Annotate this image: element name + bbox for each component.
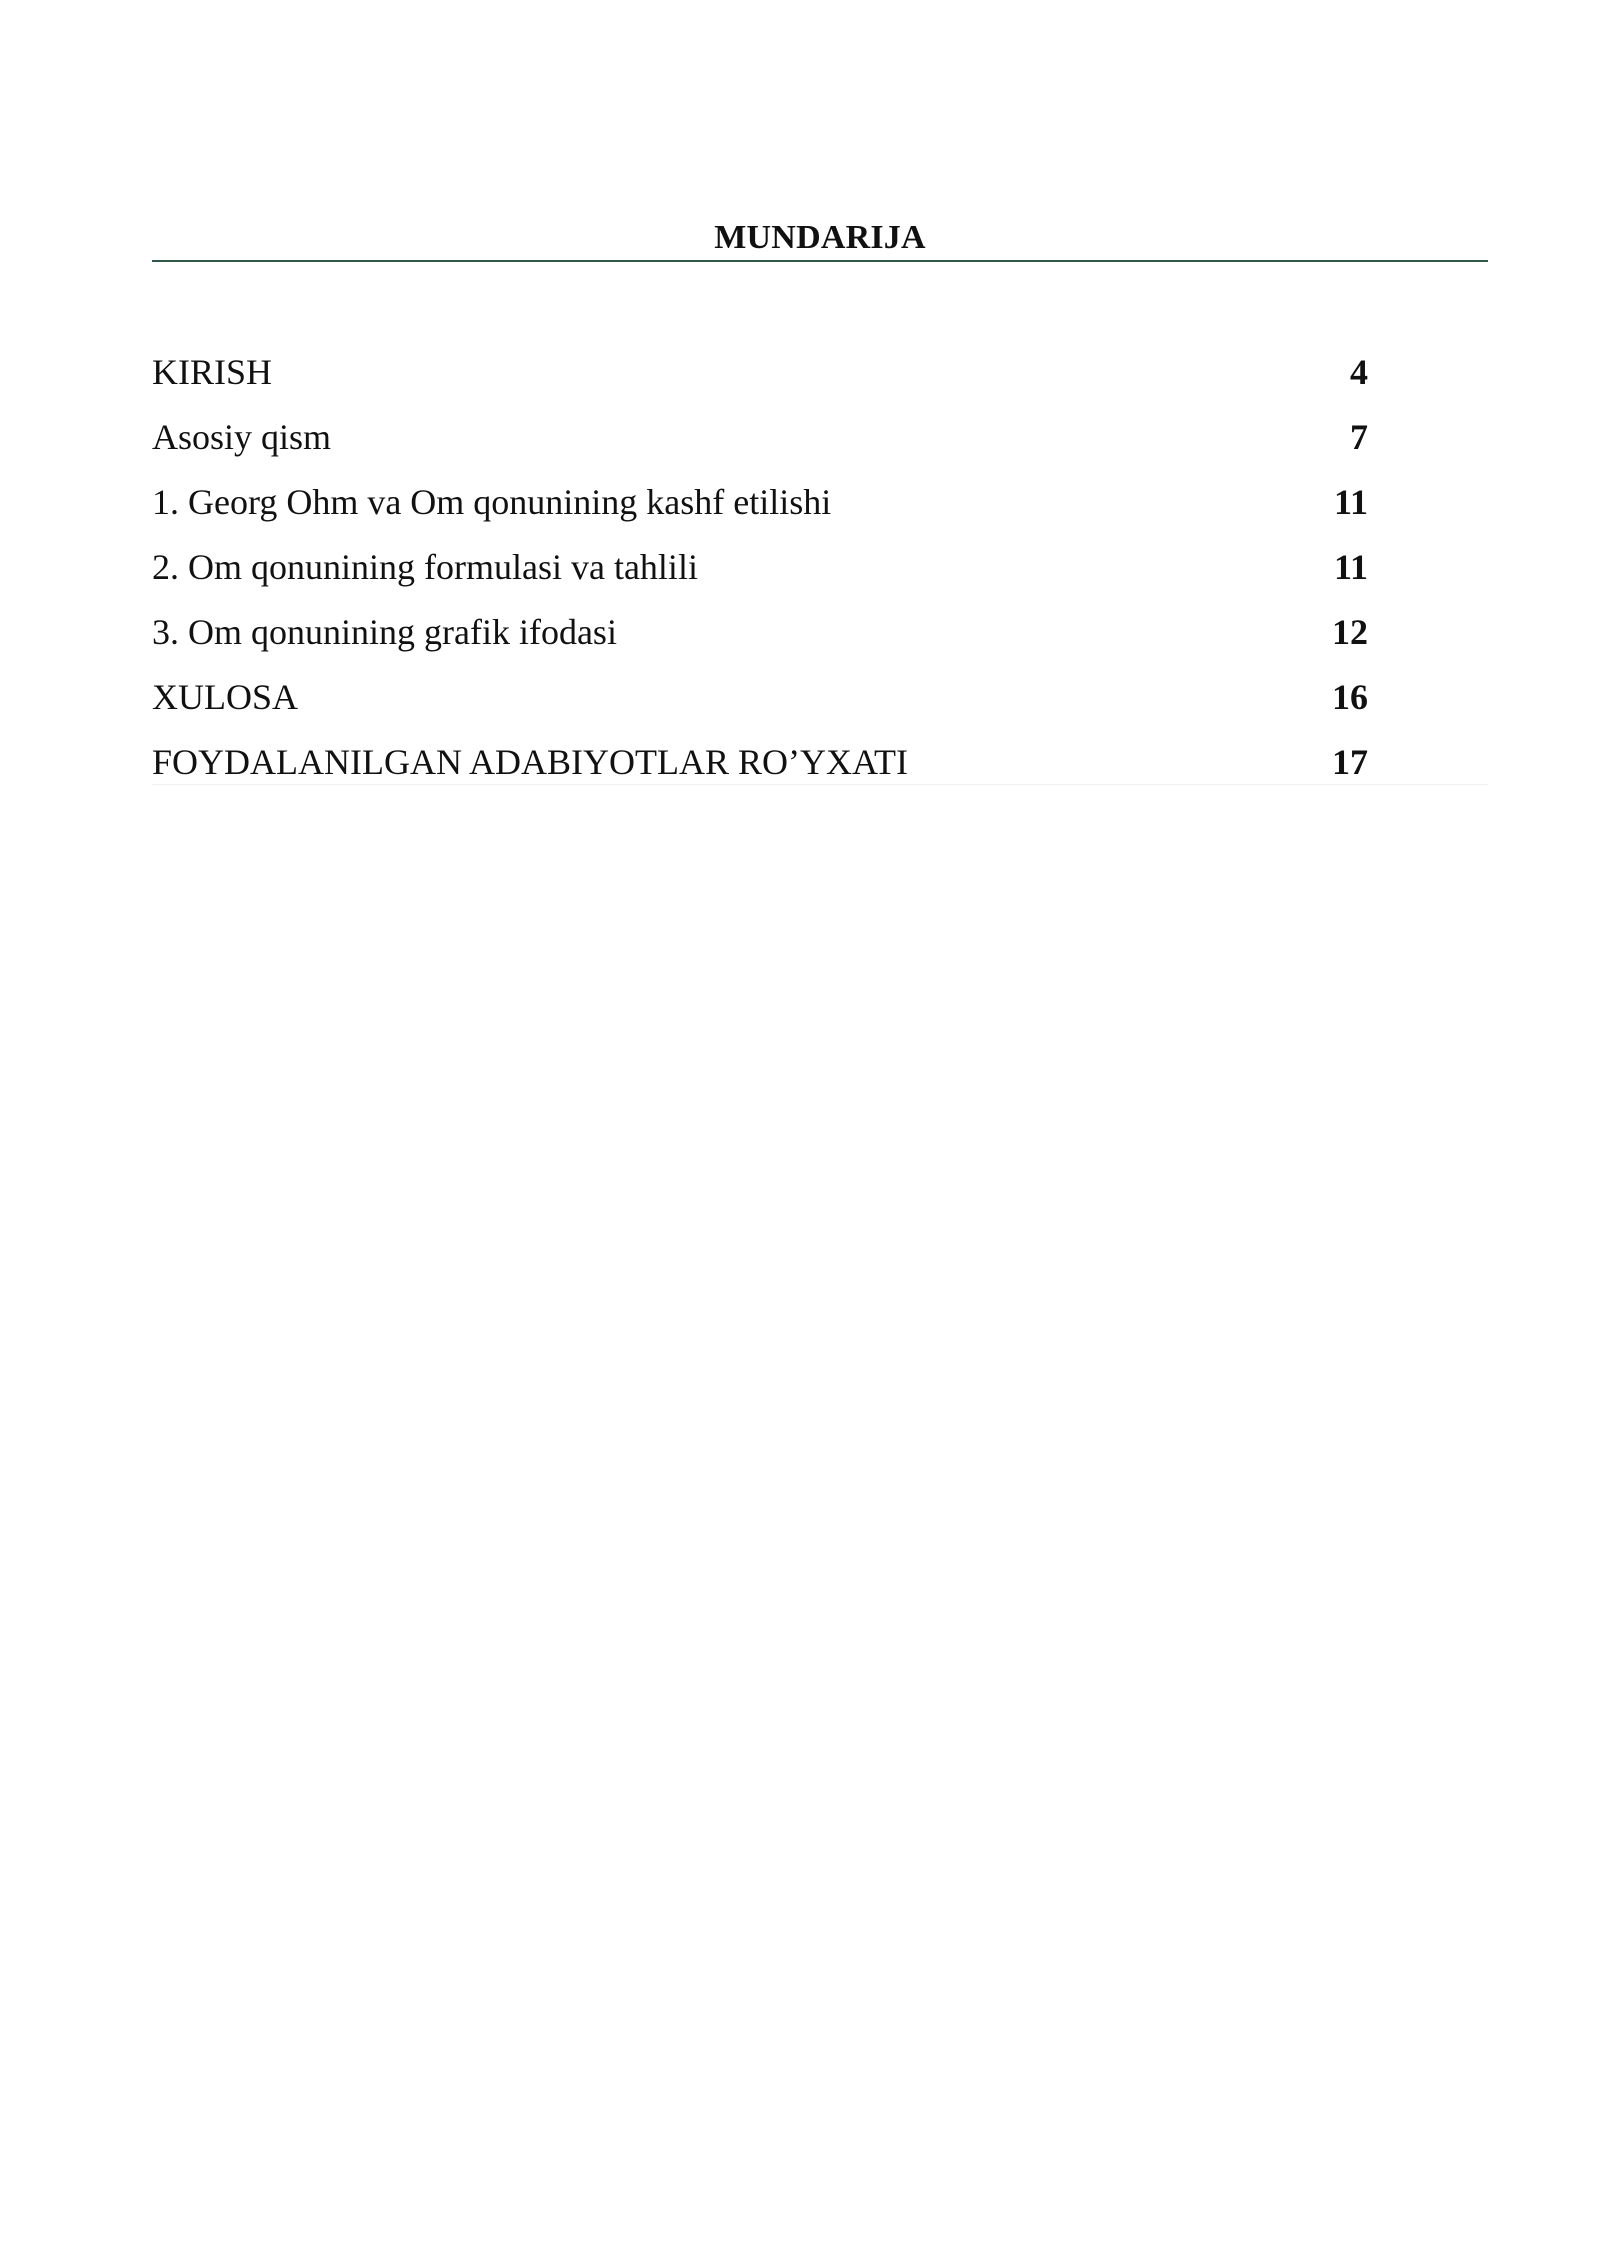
toc-entry-section-3[interactable] (152, 604, 1488, 669)
toc-entry-xulosa[interactable] (152, 669, 1488, 734)
toc-entry-title: 1. Georg Ohm va Om qonunining kashf etilishi (152, 482, 832, 522)
toc-entry-section-1[interactable] (152, 474, 1488, 539)
toc-entry-asosiy-qism[interactable] (152, 409, 1488, 474)
toc-entry-title: 3. Om qonunining grafik ifodasi (152, 612, 617, 652)
toc-entry-page-number: 4 (1350, 352, 1368, 392)
toc-end-divider (152, 784, 1488, 785)
heading-divider (152, 260, 1488, 262)
toc-entry-title: 2. Om qonunining formulasi va tahlili (152, 547, 698, 587)
toc-entry-page-number: 17 (1332, 742, 1368, 782)
toc-entry-page-number: 7 (1350, 417, 1368, 457)
toc-entry-title: FOYDALANILGAN ADABIYOTLAR RO’YXATI (152, 742, 908, 782)
toc-entry-title: Asosiy qism (152, 417, 332, 457)
toc-entry-page-number: 11 (1333, 547, 1368, 587)
toc-entry-page-number: 16 (1332, 677, 1368, 717)
toc-heading: MUNDARIJA (714, 219, 926, 256)
toc-entry-page-number: 12 (1332, 612, 1368, 652)
toc-entry-title: XULOSA (152, 677, 299, 717)
toc-entry-page-number: 11 (1333, 482, 1368, 522)
toc-entry-section-2[interactable] (152, 539, 1488, 604)
toc-entry-title: KIRISH (152, 352, 273, 392)
toc-entry-kirish[interactable] (152, 344, 1488, 409)
toc-entry-bibliography[interactable] (152, 734, 1488, 799)
table-of-contents (152, 344, 1488, 799)
